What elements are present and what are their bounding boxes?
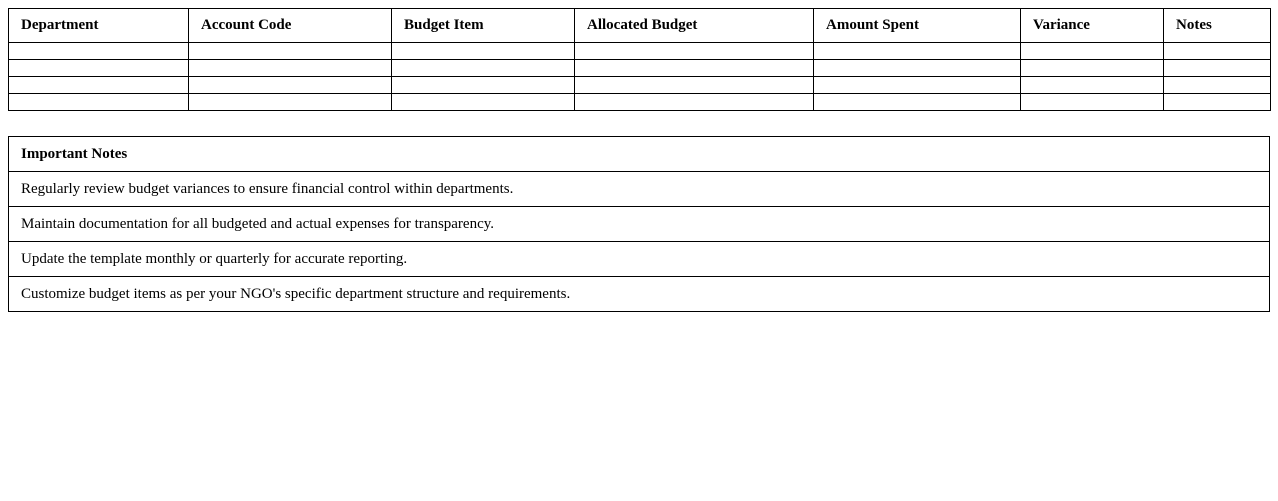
note-row: [9, 207, 1270, 242]
table-cell[interactable]: [575, 60, 814, 77]
important-notes-table: [8, 136, 1270, 312]
budget-table: [8, 8, 1271, 111]
table-cell[interactable]: [814, 77, 1021, 94]
note-row: [9, 242, 1270, 277]
note-row: [9, 277, 1270, 312]
table-cell[interactable]: [1164, 94, 1271, 111]
table-cell[interactable]: [1021, 60, 1164, 77]
table-cell[interactable]: [392, 77, 575, 94]
table-cell[interactable]: [1021, 77, 1164, 94]
column-header-variance: Variance: [1021, 9, 1164, 43]
table-cell[interactable]: [575, 94, 814, 111]
table-cell[interactable]: [814, 94, 1021, 111]
table-cell[interactable]: [189, 43, 392, 60]
note-item: Update the template monthly or quarterly for accurate reporting.: [9, 242, 1270, 277]
table-cell[interactable]: [814, 43, 1021, 60]
important-notes-title: Important Notes: [9, 137, 1270, 172]
table-cell[interactable]: [392, 94, 575, 111]
table-cell[interactable]: [189, 77, 392, 94]
table-cell[interactable]: [1164, 77, 1271, 94]
table-row: [9, 43, 1271, 60]
column-header-department: Department: [9, 9, 189, 43]
column-header-budget-item: Budget Item: [392, 9, 575, 43]
table-cell[interactable]: [1021, 94, 1164, 111]
table-cell[interactable]: [9, 77, 189, 94]
table-row: [9, 60, 1271, 77]
table-row: [9, 94, 1271, 111]
table-cell[interactable]: [575, 43, 814, 60]
table-cell[interactable]: [9, 43, 189, 60]
table-cell[interactable]: [1164, 60, 1271, 77]
column-header-account-code: Account Code: [189, 9, 392, 43]
notes-header-row: [9, 137, 1270, 172]
table-cell[interactable]: [1164, 43, 1271, 60]
note-item: Customize budget items as per your NGO's specific department structure and requirements.: [9, 277, 1270, 312]
note-item: Maintain documentation for all budgeted and actual expenses for transparency.: [9, 207, 1270, 242]
column-header-amount-spent: Amount Spent: [814, 9, 1021, 43]
table-cell[interactable]: [392, 60, 575, 77]
column-header-notes: Notes: [1164, 9, 1271, 43]
table-cell[interactable]: [189, 60, 392, 77]
table-cell[interactable]: [9, 60, 189, 77]
table-cell[interactable]: [9, 94, 189, 111]
column-header-allocated-budget: Allocated Budget: [575, 9, 814, 43]
table-cell[interactable]: [814, 60, 1021, 77]
table-cell[interactable]: [189, 94, 392, 111]
table-row: [9, 77, 1271, 94]
note-row: [9, 172, 1270, 207]
note-item: Regularly review budget variances to ensure financial control within departments.: [9, 172, 1270, 207]
table-cell[interactable]: [392, 43, 575, 60]
table-cell[interactable]: [1021, 43, 1164, 60]
budget-header-row: [9, 9, 1271, 43]
table-cell[interactable]: [575, 77, 814, 94]
